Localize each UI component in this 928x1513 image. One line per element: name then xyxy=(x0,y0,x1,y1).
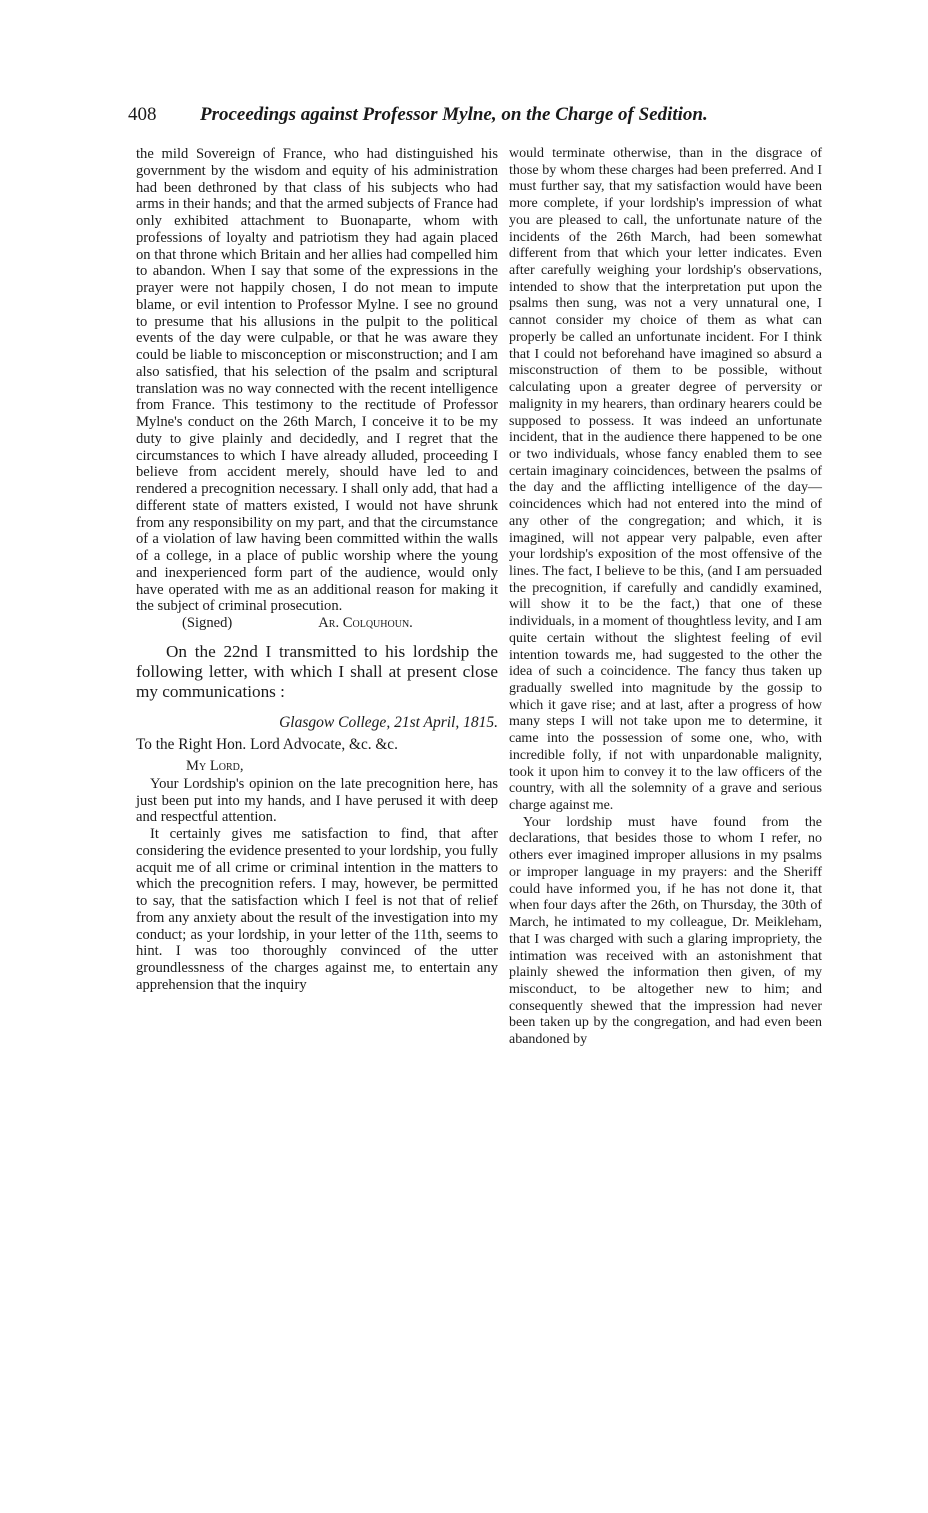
signed-label: (Signed) xyxy=(182,615,233,631)
letter-paragraph: Your lordship must have found from the declarations, that besides those to whom I refer, no others ever imagined improper allusions in my psalms or improper language in my prayers: and the Sheriff could have informed you, if he has not done it, that when four days after the 26th, on Thursday, the 30th of March, he intimated to my colleague, Dr. Meikleham, that I was charged with such a glaring impropriety, the intimation was received with an astonishment that plainly shewed the information then given, of my misconduct, to be altogether new to him; and consequently shewed that the impression had never been taken up by the congregation, and had even been abandoned by xyxy=(509,814,822,1048)
signature-line xyxy=(136,615,498,632)
letter-intro: On the 22nd I transmitted to his lordship the following letter, with which I shall at present close my communications : xyxy=(136,641,498,701)
page-number: 408 xyxy=(128,104,157,125)
paragraph-continuation: the mild Sovereign of France, who had distinguished his government by the wisdom and equity of his administration had been dethroned by that class of his subjects who had arms in their hands; and that the armed subjects of France had only exhibited attachment to Buonaparte, whom with professions of loyalty and patriotism they had again placed on that throne which Britain and her allies had compelled him to abandon. When I say that some of the expressions in the prayer were not happily chosen, I do not mean to impute blame, or evil intention to Professor Mylne. I see no ground to presume that his allusions in the pulpit to the political events of the day were culpable, or that he was aware they could be liable to misconception or misconstruction; and I am also satisfied, that his selection of the psalm and scriptural translation was no way connected with the recent intelligence from France. This testimony to the rectitude of Professor Mylne's conduct on the 26th March, I conceive it to be my duty to give plainly and decidedly, and I regret that the circumstances to which I have already alluded, proceeding I believe from accident merely, should have led to and rendered a precognition necessary. I shall only add, that had a different state of matters existed, I would not have shrunk from any responsibility on my part, and that the circumstance of a violation of law having been committed within the walls of a college, in a place of public worship where the young and inexperienced form part of the audience, would only have operated with me as an additional reason for making it the subject of criminal prosecution. xyxy=(136,146,498,615)
letter-paragraph: Your Lordship's opinion on the late precognition here, has just been put into my hands, and I have perused it with deep and respectful attention. xyxy=(136,775,498,826)
running-title: Proceedings against Professor Mylne, on the Charge of Sedition. xyxy=(200,104,708,125)
left-column xyxy=(136,146,498,994)
page-header xyxy=(128,104,808,138)
letter-dateline: Glasgow College, 21st April, 1815. xyxy=(279,713,498,731)
letter-paragraph: would terminate otherwise, than in the disgrace of those by whom these charges had been preferred. And I must further say, that my satisfaction would have been more complete, if your lordship's impression of what you are pleased to call, the unfortunate nature of the incidents of the 26th March, had been somewhat different from that which your letter indicates. Even after carefully weighing your lordship's observations, intended to show that the interpretation put upon the psalms then sung, was not a very unnatural one, I cannot consider my choice of them as what can properly be called an unfortunate incident. For I think that I could not beforehand have imagined so absurd a misconstruction of them to be possible, without calculating upon a greater degree of perversity or malignity in my hearers, than ordinary hearers could be supposed to possess. It was indeed an unfortunate incident, that in the audience there happened to be one or two individuals, whose fancy enabled them to see certain imaginary coincidences, between the psalms of the day and the afflicting intelligence of the day—coincidences which had not entered into the mind of any other of the congregation; and which, it is imagined, will not appear very palpable, even after your lordship's exposition of the most offensive of the lines. The fact, I believe to be this, (and I am persuaded the precognition, if carefully and candidly examined, will show it to be the fact,) that one of these individuals, in a moment of thoughtless levity, and I am quite certain without the slightest feeling of evil intention towards me, had suggested to the other the idea of such a coincidence. The fancy thus taken up gradually swelled into magnitude by the gossip to which it gave rise; and at last, after a progress of how many steps I will not take upon me to determine, it came into the possession of some one, who, with incredible folly, if not with unpardonable malignity, took it upon him to convey it to the law officers of the country, with all the solemnity of a grave and serious charge against me. xyxy=(509,146,822,814)
letter-addressee: To the Right Hon. Lord Advocate, &c. &c. xyxy=(136,735,398,753)
letter-paragraph: It certainly gives me satisfaction to find, that after considering the evidence presented to your lordship, you fully acquit me of all crime or criminal intention in the matters to which the precognition refers. I may, however, be permitted to say, that the satisfaction which I feel is not that of relief from any anxiety about the result of the investigation into my conduct; as your lordship, in your letter of the 11th, seems to hint. I was too thoroughly convinced of the utter groundlessness of the charges against me, to entertain any apprehension that the inquiry xyxy=(136,826,498,993)
letter-salutation: My Lord, xyxy=(186,757,244,774)
right-column xyxy=(509,146,822,1049)
signatory-name: Ar. Colquhoun. xyxy=(318,615,413,631)
